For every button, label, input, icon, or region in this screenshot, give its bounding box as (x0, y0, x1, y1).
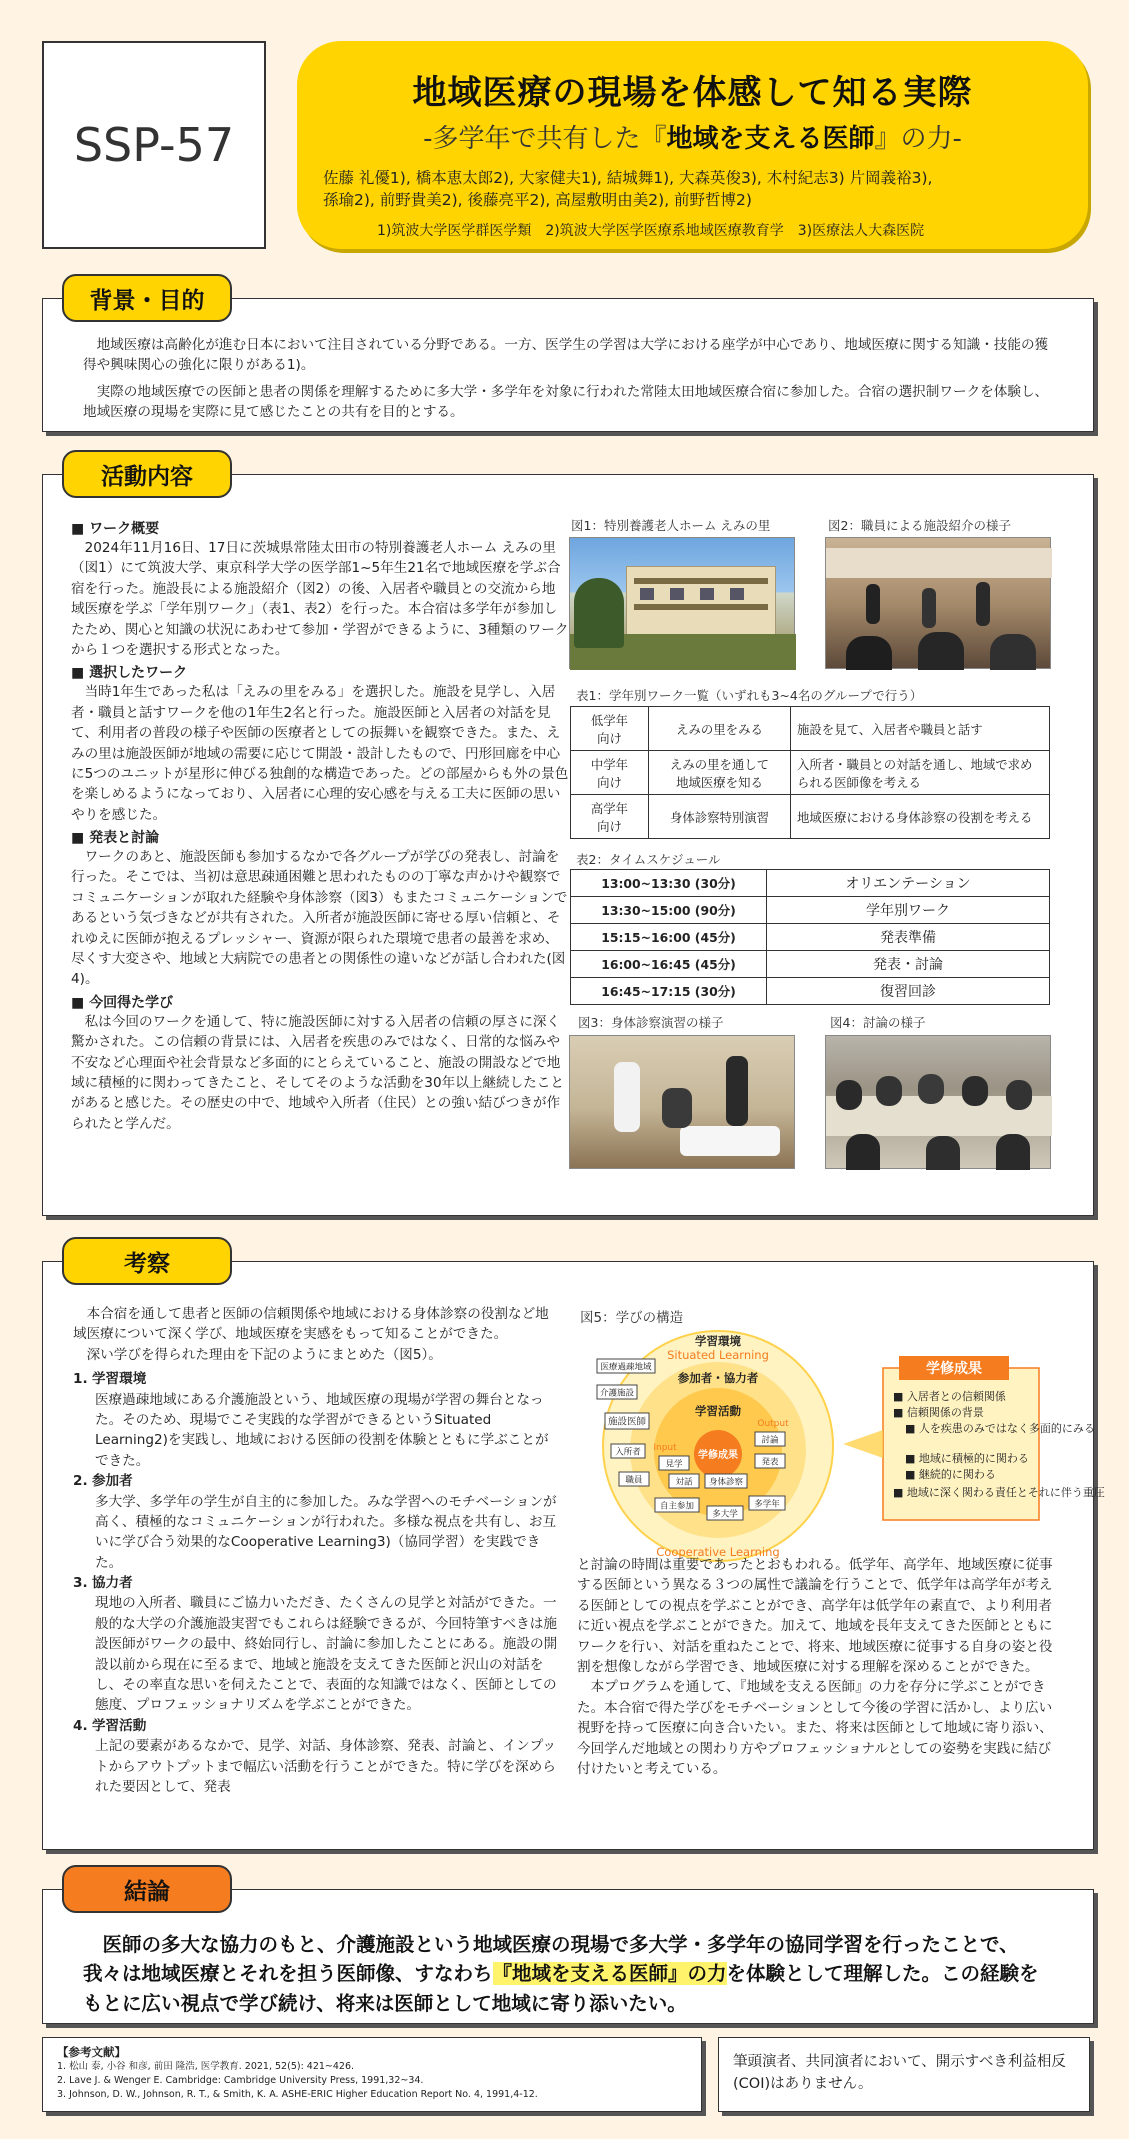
svg-text:Situated Learning: Situated Learning (667, 1348, 769, 1362)
svg-text:職員: 職員 (625, 1475, 643, 1486)
svg-text:参加者・協力者: 参加者・協力者 (677, 1371, 759, 1385)
fig1-building-photo (569, 537, 795, 669)
table-row: 16:00~16:45 (45分) 発表・討論 (571, 951, 1050, 978)
activity-text (71, 516, 569, 1134)
fig3-caption: 図3：身体診察演習の様子 (578, 1015, 724, 1030)
paragraph-selected-work: 当時1年生であった私は「えみの里をみる」を選択した。施設を見学し、入居者・職員と話すワークを他の1年生2名と行った。施設医師と入居者の対話を見て、利用者の普段の様子や医師の医療者としての振舞いを観察できた。また、えみの里は施設医師が地域の需要に応じて開設・設計したもので、円形回廊を中心に5つのユニットが星形に伸びる独創的な構造であった。どの部屋からも外の景色を楽しめるようになっており、入居者に心理的安心感を与える工夫に医師の思いやりを感じた。 (71, 684, 569, 823)
discussion-right-text (577, 1555, 1057, 1779)
section-tag-background: 背景・目的 (62, 274, 232, 322)
svg-text:見学: 見学 (665, 1459, 683, 1470)
references-panel (42, 2037, 702, 2112)
poster-subtitle: -多学年で共有した『地域を支える医師』の力- (423, 124, 962, 154)
discussion-intro-2: 深い学びを得られた理由を下記のようにまとめた（図5）。 (86, 1346, 442, 1363)
table-row: 高学年 向け 身体診察特別演習 地域医療における身体診察の役割を考える (571, 795, 1050, 839)
fig5-caption: 図5：学びの構造 (580, 1310, 684, 1326)
table2 (570, 869, 1050, 1005)
svg-text:■ 人を疾患のみではなく多面的にみる: ■ 人を疾患のみではなく多面的にみる (905, 1422, 1095, 1435)
reference-item: 3. Johnson, D. W., Johnson, R. T., & Smith, K. A. ASHE-ERIC Higher Education Report No. 4, 1991,4-12. (57, 2088, 538, 2100)
svg-text:■ 入居者との信頼関係: ■ 入居者との信頼関係 (893, 1390, 1006, 1403)
svg-text:学修成果: 学修成果 (926, 1361, 982, 1377)
references-list (57, 2060, 687, 2101)
list-item: 2. 参加者 多大学、多学年の学生が自主的に参加した。みな学習へのモチベーションが高く、積極的なコミュニケーションが行われた。多様な視点を共有し、お互いに学び合う効果的なCooperative Learning3)（協同学習）を実践できた。 (73, 1473, 557, 1571)
discussion-right-paragraph-2: 本プログラムを通して、『地域を支える医師』の力を存分に学ぶことができた。本合宿で得た学びをモチベーションとして今後の学習に活かし、より広い視野を持って医療に向き合いたい。また、将来は医師として地域に寄り添い、今回学んだ地域との関わり方やプロフェッショナルとしての姿勢を実践に結び付けたいと考えている。 (577, 1679, 1053, 1777)
fig4-discussion-photo (825, 1035, 1051, 1169)
svg-text:討論: 討論 (761, 1435, 779, 1446)
table-row: 16:45~17:15 (30分) 復習回診 (571, 978, 1050, 1005)
activity-panel (42, 474, 1094, 1216)
svg-text:自主参加: 自主参加 (659, 1501, 695, 1512)
list-item: 4. 学習活動 上記の要素があるなかで、見学、対話、身体診察、発表、討論と、インプットからアウトプットまで幅広い活動を行うことができた。特に学びを深められた要因として、発表 (73, 1717, 556, 1795)
svg-text:Cooperative Learning: Cooperative Learning (656, 1545, 780, 1559)
reference-item: 1. 松山 泰, 小谷 和彦, 前田 隆浩, 医学教育. 2021, 52(5): 421~426. (57, 2061, 355, 2072)
paragraph-learnings: 私は今回のワークを通して、特に施設医師に対する入居者の信頼の厚さに深く驚かされた。この信頼の背景には、入居者を疾患のみではなく、日常的な悩みや不安など心理面や社会背景など多面的にとらえていること、施設の開設などで地域に積極的に関わってきたこと、そしてそのような活動を30年以上継続したことがあると感じた。その歴史の中で、地域や入所者（住民）との強い結びつきが作られたと学んだ。 (71, 1013, 564, 1132)
fig4-caption: 図4：討論の様子 (830, 1015, 926, 1030)
background-paragraph-2: 実際の地域医療での医師と患者の関係を理解するために多大学・多学年を対象に行われた常陸太田地域医療合宿に参加した。合宿の選択制ワークを体験し、地域医療の現場を実際に見て感じたことの共有を目的とする。 (83, 383, 1049, 421)
svg-text:医療過疎地域: 医療過疎地域 (600, 1362, 652, 1373)
discussion-list (73, 1369, 561, 1797)
conclusion-text: 医師の多大な協力のもと、介護施設という地域医療の現場で多大学・多学年の協同学習を行ったことで、我々は地域医療とそれを担う医師像、すなわち『地域を支える医師』の力を体験として理解した。この経験をもとに広い視点で学び続け、将来は医師として地域に寄り添いたい。 (83, 1933, 1039, 2015)
svg-text:学修成果: 学修成果 (698, 1450, 738, 1461)
authors: 佐藤 礼優1), 橋本恵太郎2), 大家健夫1), 結城舞1), 大森英俊3), 木村紀志3) 片岡義裕3), 孫瑜2), 前野貴美2), 後藤亮平2), 高屋敷明由美2), 前野哲博2) (323, 169, 933, 210)
references-heading: 【参考文献】 (57, 2045, 126, 2059)
fig3-exam-photo (569, 1035, 795, 1169)
heading-learnings: ■ 今回得た学び (71, 992, 569, 1012)
table-row: 15:15~16:00 (45分) 発表準備 (571, 924, 1050, 951)
svg-text:■ 継続的に関わる: ■ 継続的に関わる (905, 1468, 996, 1481)
discussion-intro-1: 本合宿を通して患者と医師の信頼関係や地域における身体診察の役割など地域医療について深く学び、地域医療を実感をもって知ることができた。 (73, 1306, 549, 1343)
svg-text:対話: 対話 (675, 1477, 693, 1488)
table-row: 13:00~13:30 (30分) オリエンテーション (571, 870, 1050, 897)
coi-panel (718, 2037, 1090, 2112)
svg-text:入所者: 入所者 (615, 1447, 641, 1458)
paragraph-presentation: ワークのあと、施設医師も参加するなかで各グループが学びの発表し、討論を行った。そこでは、当初は意思疎通困難と思われたものの丁寧な声かけや観察でコミュニケーションが取れた経験や身体診察（図3）もまたコミュニケーションであるという気づきなどが共有された。入所者が施設医師に寄せる厚い信頼と、それゆえに医師が抱えるプレッシャー、資源が限られた環境で患者の最善を求め、尽くす大変さや、地域と大病院での患者との関係性の違いなどが話し合われた(図4)。 (71, 849, 568, 988)
svg-text:多大学: 多大学 (712, 1509, 738, 1520)
fig1-caption: 図1：特別養護老人ホーム えみの里 (571, 518, 771, 533)
background-paragraph-1: 地域医療は高齢化が進む日本において注目されている分野である。一方、医学生の学習は大学における座学が中心であり、地域医療に関する知識・技能の獲得や興味関心の強化に限りがある1)。 (83, 337, 1049, 374)
heading-selected-work: ■ 選択したワーク (71, 662, 569, 682)
fig2-intro-photo (825, 537, 1051, 669)
discussion-right-paragraph-1: と討論の時間は重要であったとおもわれる。低学年、高学年、地域医療に従事する医師という異なる３つの属性で議論を行うことで、低学年は高学年が考える医師としての視点を学ぶことができ、高学年は低学年の素直で、より利用者に近い視点を学ぶことができた。加えて、地域を長年支えてきた医師とともにワークを行い、対話を重ねたことで、将来、地域医療に従事する自身の姿と役割を想像しながら学習でき、地域医療に対する理解を深めることができた。 (577, 1557, 1053, 1675)
affiliations: 1)筑波大学医学群医学類 2)筑波大学医学医療系地域医療教育学 3)医療法人大森医院 (377, 222, 925, 239)
table-row: 中学年 向け えみの里を通して 地域医療を知る 入所者・職員との対話を通し、地域で求められる医師像を考える (571, 751, 1050, 795)
poster-title: 地域医療の現場を体感して知る実際 (412, 73, 973, 113)
table2-caption: 表2：タイムスケジュール (576, 852, 721, 867)
section-tag-activity: 活動内容 (62, 450, 232, 498)
table1 (570, 706, 1050, 839)
svg-text:学習環境: 学習環境 (695, 1334, 741, 1348)
svg-text:学習活動: 学習活動 (695, 1404, 741, 1418)
fig2-caption: 図2：職員による施設紹介の様子 (828, 518, 1011, 533)
paragraph-work-overview: 2024年11月16日、17日に茨城県常陸太田市の特別養護老人ホーム えみの里（図1）にて筑波大学、東京科学大学の医学部1~5年生21名で地域医療を学ぶ合宿を行った。施設長による施設紹介（図2）の後、入居者や職員との交流から地域医療を学ぶ「学年別ワーク」（表1、表2）を行った。本合宿は多学年が参加したため、関心と知識の状況にあわせて参加・学習ができるように、3種類のワークから１つを選択する形式となった。 (71, 540, 569, 658)
svg-text:Output: Output (757, 1419, 789, 1429)
reference-item: 2. Lave J. & Wenger E. Cambridge: Cambridge University Press, 1991,32~34. (57, 2074, 424, 2086)
poster-id: SSP-57 (42, 41, 266, 249)
list-item: 1. 学習環境 医療過疎地域にある介護施設という、地域医療の現場が学習の舞台となった。そのため、現場でこそ実践的な学習ができるというSituated Learning2)を実践し、地域における医師の役割を体験とともに学ぶことができた。 (73, 1371, 549, 1469)
fig5-learning-structure-diagram (593, 1326, 1105, 1566)
svg-text:施設医師: 施設医師 (607, 1416, 647, 1428)
svg-text:多学年: 多学年 (754, 1499, 780, 1510)
table-row: 13:30~15:00 (90分) 学年別ワーク (571, 897, 1050, 924)
svg-text:■ 信頼関係の背景: ■ 信頼関係の背景 (893, 1406, 984, 1419)
list-item: 3. 協力者 現地の入所者、職員にご協力いただき、たくさんの見学と対話ができた。一般的な大学の介護施設実習でもこれらは経験できるが、今回特筆すべきは施設医師がワークの最中、終始同行し、討論に参加したことにある。施設の開設以前から現在に至るまで、地域と施設を支えてきた医師と沢山の対話をし、その率直な思いを伺えたことで、表面的な知識ではなく、医師としての態度、プロフェッショナリズムを学ぶことができた。 (73, 1575, 558, 1714)
svg-text:■ 地域に深く関わる責任とそれに伴う重圧: ■ 地域に深く関わる責任とそれに伴う重圧 (893, 1486, 1105, 1499)
discussion-panel (42, 1261, 1105, 1850)
coi-statement: 筆頭演者、共同演者において、開示すべき利益相反(COI)はありません。 (733, 2054, 1066, 2092)
svg-text:■ 地域に積極的に関わる: ■ 地域に積極的に関わる (905, 1452, 1029, 1465)
discussion-left-text (73, 1304, 561, 1797)
svg-text:発表: 発表 (761, 1457, 779, 1468)
svg-text:身体診察: 身体診察 (708, 1477, 744, 1488)
table1-caption: 表1：学年別ワーク一覧（いずれも3~4名のグループで行う） (576, 688, 923, 703)
section-tag-conclusion: 結論 (62, 1865, 232, 1913)
heading-presentation: ■ 発表と討論 (71, 827, 569, 847)
section-tag-discussion: 考察 (62, 1237, 232, 1285)
svg-text:介護施設: 介護施設 (599, 1388, 635, 1399)
title-block (297, 41, 1088, 249)
heading-work-overview: ■ ワーク概要 (71, 518, 569, 538)
svg-text:Input: Input (653, 1443, 677, 1453)
table-row: 低学年 向け えみの里をみる 施設を見て、入居者や職員と話す (571, 707, 1050, 751)
